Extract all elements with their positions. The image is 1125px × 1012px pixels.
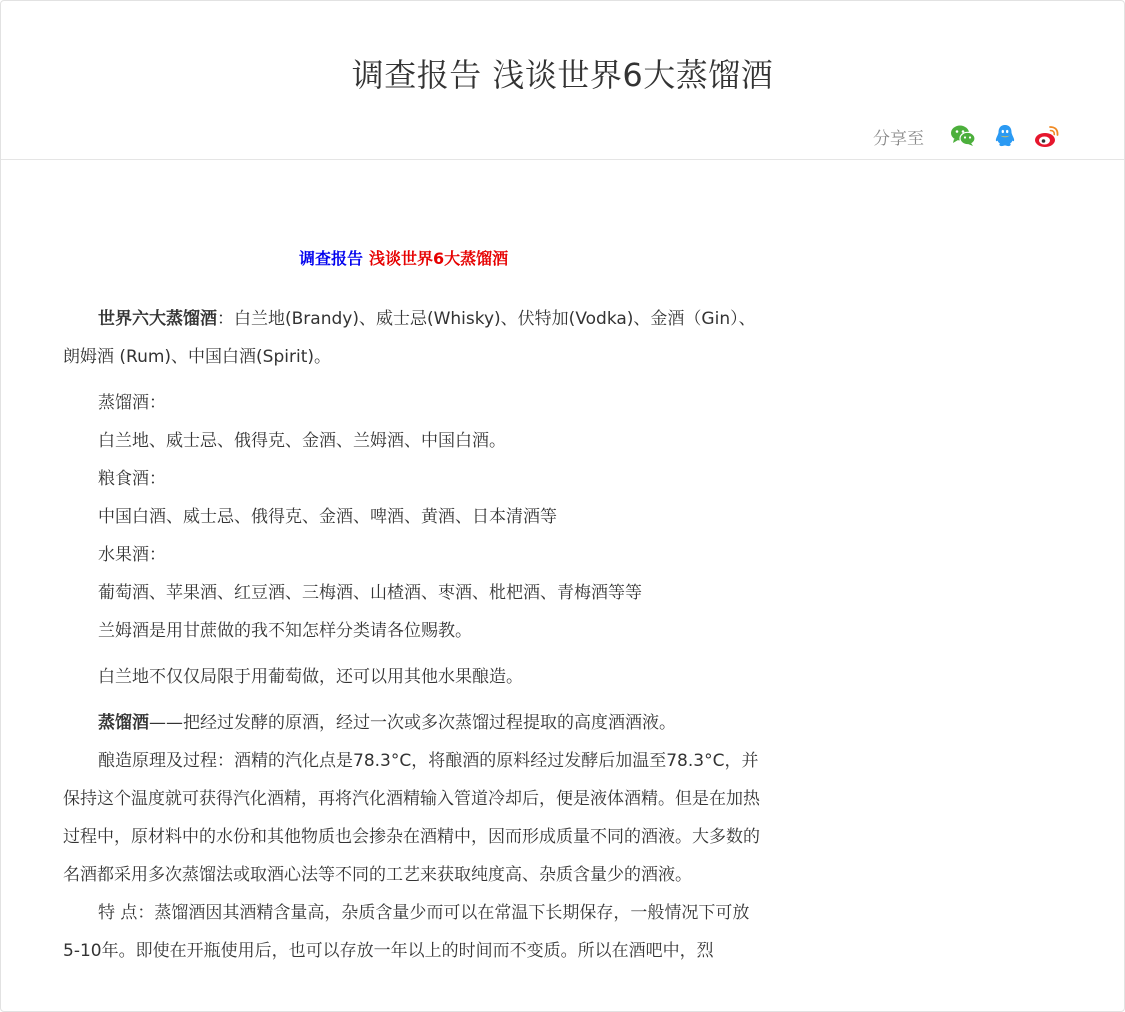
article-body: [63, 240, 763, 970]
line-fruit-list: 葡萄酒、苹果酒、红豆酒、三梅酒、山楂酒、枣酒、枇杷酒、青梅酒等等: [98, 583, 642, 603]
line-grain-label: 粮食酒：: [98, 469, 166, 489]
share-label: 分享至: [873, 128, 924, 149]
wechat-icon[interactable]: [948, 121, 978, 151]
page-title: 调查报告 浅谈世界6大蒸馏酒: [351, 56, 774, 94]
line-grain-list: 中国白酒、威士忌、俄得克、金酒、啤酒、黄酒、日本清酒等: [98, 507, 557, 527]
subtitle-red: 浅谈世界6大蒸馏酒: [369, 249, 509, 268]
paragraph-features: 特 点：蒸馏酒因其酒精含量高，杂质含量少而可以在常温下长期保存，一般情况下可放5-10年。即使在开瓶使用后，也可以存放一年以上的时间而不变质。所以在酒吧中，烈: [63, 903, 750, 961]
weibo-icon[interactable]: [1032, 121, 1062, 151]
article-header: [1, 1, 1124, 160]
line-distilled-label: 蒸馏酒：: [98, 393, 166, 413]
bold-six-spirits: 世界六大蒸馏酒: [98, 309, 217, 329]
qq-icon[interactable]: [990, 121, 1020, 151]
paragraph-six-spirits: [63, 300, 763, 376]
line-brandy-note: 白兰地不仅仅局限于用葡萄做，还可以用其他水果酿造。: [98, 667, 523, 687]
paragraph-brewing-principle: 酿造原理及过程：酒精的汽化点是78.3°C，将酿酒的原料经过发酵后加温至78.3°C，并保持这个温度就可获得汽化酒精，再将汽化酒精输入管道冷却后，便是液体酒精。但是在加热过程中，原材料中的水份和其他物质也会掺杂在酒精中，因而形成质量不同的酒液。大多数的名酒都采用多次蒸馏法或取酒心法等不同的工艺来获取纯度高、杂质含量少的酒液。: [63, 751, 760, 885]
share-bar: [873, 121, 1062, 151]
line-fruit-label: 水果酒：: [98, 545, 166, 565]
paragraph-distilled-def: [63, 704, 763, 742]
distilled-def-text: ——把经过发酵的原酒，经过一次或多次蒸馏过程提取的高度酒酒液。: [149, 713, 676, 733]
subtitle-blue: 调查报告: [299, 249, 364, 268]
article-subtitle: [63, 240, 763, 278]
line-distilled-list: 白兰地、威士忌、俄得克、金酒、兰姆酒、中国白酒。: [98, 431, 506, 451]
line-rum-note: 兰姆酒是用甘蔗做的我不知怎样分类请各位赐教。: [98, 621, 472, 641]
bold-distilled: 蒸馏酒: [98, 713, 149, 733]
six-spirits-text: ：白兰地(Brandy)、威士忌(Whisky)、伏特加(Vodka)、金酒（Gin）、朗姆酒 (Rum)、中国白酒(Spirit)。: [63, 309, 756, 367]
